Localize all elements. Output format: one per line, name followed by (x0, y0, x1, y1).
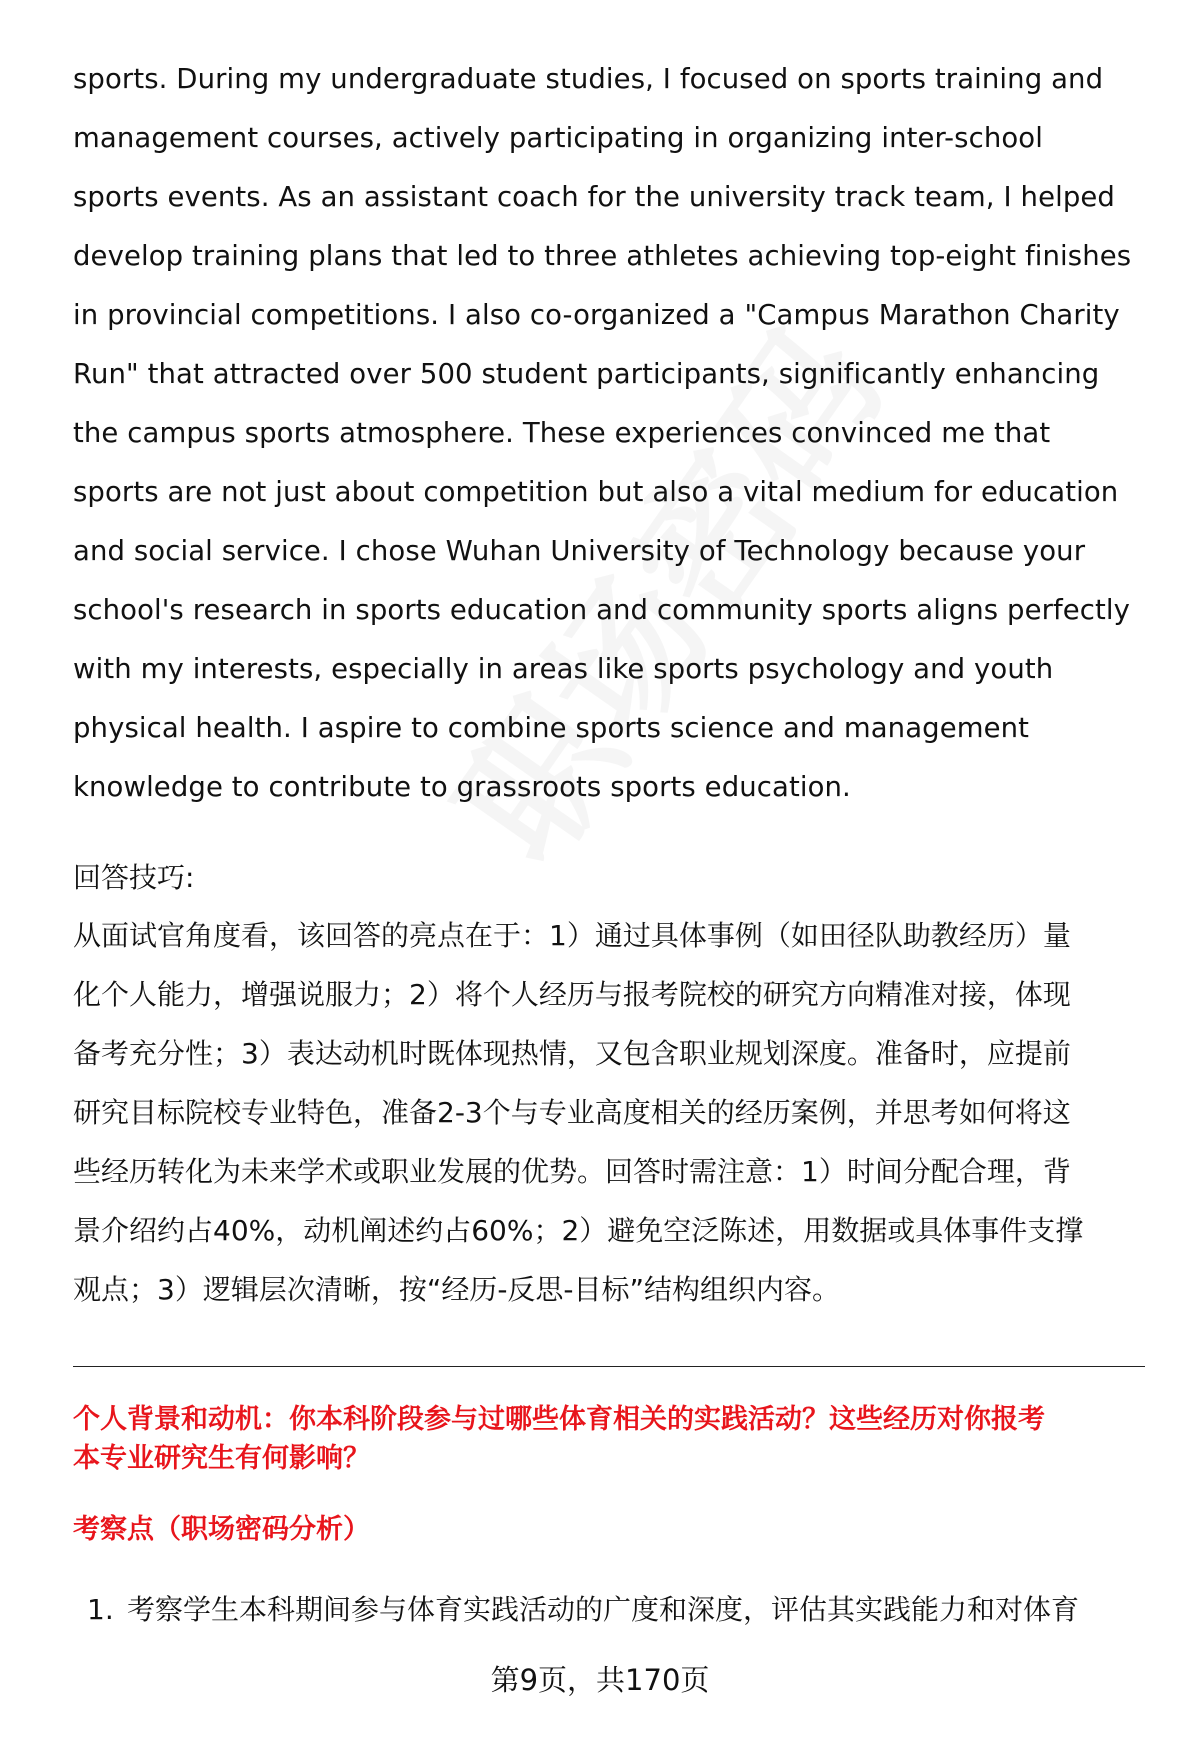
text-line: 从面试官角度看，该回答的亮点在于：1）通过具体事例（如田径队助教经历）量 (73, 919, 1071, 952)
key-points-heading: 考察点（职场密码分析） (73, 1514, 370, 1545)
text-line: management courses, actively participating in organizing inter-school (73, 122, 1043, 154)
divider (73, 1366, 1145, 1367)
list-item-text: 考察学生本科期间参与体育实践活动的广度和深度，评估其实践能力和对体育 (127, 1593, 1080, 1626)
text-line: develop training plans that led to three athletes achieving top-eight finishes (73, 240, 1132, 272)
tips-paragraph (73, 906, 1083, 1319)
text-line: 化个人能力，增强说服力；2）将个人经历与报考院校的研究方向精准对接，体现 (73, 978, 1071, 1011)
text-line: sports. During my undergraduate studies, I focused on sports training and (73, 63, 1104, 95)
text-line: sports are not just about competition but also a vital medium for education (73, 476, 1119, 508)
text-line: 个人背景和动机：你本科阶段参与过哪些体育相关的实践活动？这些经历对你报考 (73, 1404, 1045, 1435)
text-line: 本专业研究生有何影响？ (73, 1443, 370, 1474)
text-line: school's research in sports education and community sports aligns perfectly (73, 594, 1131, 626)
text-line: 备考充分性；3）表达动机时既体现热情，又包含职业规划深度。准备时，应提前 (73, 1037, 1071, 1070)
text-line: and social service. I chose Wuhan University of Technology because your (73, 535, 1086, 567)
text-line: knowledge to contribute to grassroots sports education. (73, 771, 851, 803)
text-line: with my interests, especially in areas like sports psychology and youth (73, 653, 1054, 685)
text-line: 研究目标院校专业特色，准备2-3个与专业高度相关的经历案例，并思考如何将这 (73, 1096, 1071, 1129)
text-line: in provincial competitions. I also co-organized a "Campus Marathon Charity (73, 299, 1120, 331)
text-line: Run" that attracted over 500 student participants, significantly enhancing (73, 358, 1100, 390)
list-number: 1. (87, 1593, 114, 1626)
text-line: 观点；3）逻辑层次清晰，按“经历-反思-目标”结构组织内容。 (73, 1273, 841, 1306)
text-line: the campus sports atmosphere. These experiences convinced me that (73, 417, 1051, 449)
text-line: physical health. I aspire to combine sports science and management (73, 712, 1030, 744)
text-line: 景介绍约占40%，动机阐述约占60%；2）避免空泛陈述，用数据或具体事件支撑 (73, 1214, 1084, 1247)
text-line: sports events. As an assistant coach for the university track team, I helped (73, 181, 1115, 213)
tips-heading: 回答技巧: (73, 861, 195, 894)
page-number: 第9页，共170页 (490, 1663, 710, 1697)
question-heading (73, 1400, 1045, 1478)
list-item (87, 1580, 1079, 1639)
answer-paragraph (73, 50, 1131, 817)
text-line: 些经历转化为未来学术或职业发展的优势。回答时需注意：1）时间分配合理，背 (73, 1155, 1071, 1188)
